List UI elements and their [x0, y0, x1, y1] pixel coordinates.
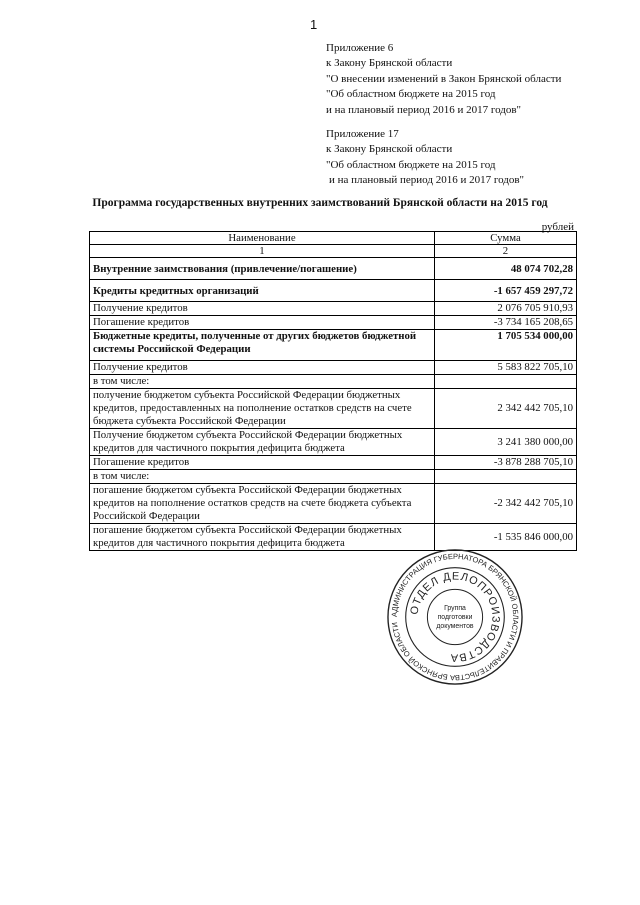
row-sum: 2 076 705 910,93 [435, 302, 577, 316]
stamp-outer-text: АДМИНИСТРАЦИЯ ГУБЕРНАТОРА БРЯНСКОЙ ОБЛАСТИ И ПРАВИТЕЛЬСТВА БРЯНСКОЙ ОБЛАСТИ [389, 551, 521, 683]
annex-17-line: Приложение 17 [326, 128, 399, 140]
table-row [90, 280, 577, 302]
table-row [90, 375, 577, 389]
table-header-num-row [90, 245, 577, 258]
row-sum: -1 657 459 297,72 [435, 280, 577, 302]
stamp-center-line: Группа [444, 605, 466, 613]
row-sum: 5 583 822 705,10 [435, 361, 577, 375]
row-sum: 1 705 534 000,00 [435, 330, 577, 361]
table-row [90, 389, 577, 429]
row-name: погашение бюджетом субъекта Российской Федерации бюджетных кредитов для частичного покрытия дефицита бюджета [90, 524, 435, 551]
header-sum: Сумма [435, 232, 577, 245]
row-sum: 48 074 702,28 [435, 258, 577, 280]
row-name: Бюджетные кредиты, полученные от других бюджетов бюджетной системы Российской Федерации [90, 330, 435, 361]
row-name: Погашение кредитов [90, 456, 435, 470]
row-sum: 3 241 380 000,00 [435, 429, 577, 456]
row-sum: -3 734 165 208,65 [435, 316, 577, 330]
row-name: получение бюджетом субъекта Российской Федерации бюджетных кредитов, предоставленных на пополнение остатков средств на счете бюджета субъекта Российской Федерации [90, 389, 435, 429]
header-num-2: 2 [435, 245, 577, 258]
row-name: Внутренние заимствования (привлечение/погашение) [90, 258, 435, 280]
page-number: 1 [310, 17, 318, 32]
annex-17-line: "Об областном бюджете на 2015 год [326, 158, 496, 171]
table-row [90, 470, 577, 484]
annex-6-line: "Об областном бюджете на 2015 год [326, 88, 496, 101]
row-name: Получение кредитов [90, 361, 435, 375]
row-sum: -3 878 288 705,10 [435, 456, 577, 470]
table-row [90, 361, 577, 375]
annex-17-caption [326, 127, 524, 189]
row-name: погашение бюджетом субъекта Российской Федерации бюджетных кредитов на пополнение остатков средств на счете бюджета субъекта Российской Федерации [90, 484, 435, 524]
office-stamp [386, 548, 524, 686]
annex-6-line: Приложение 6 [326, 42, 394, 54]
table-row [90, 302, 577, 316]
table-row [90, 258, 577, 280]
stamp-center-line: подготовки [437, 613, 473, 621]
row-name: в том числе: [90, 470, 435, 484]
header-name: Наименование [90, 232, 435, 245]
row-sum: 2 342 442 705,10 [435, 389, 577, 429]
row-sum [435, 375, 577, 389]
table-row [90, 456, 577, 470]
borrowings-table [89, 231, 577, 551]
row-sum: -1 535 846 000,00 [435, 524, 577, 551]
annex-6-caption [326, 41, 561, 118]
row-name: Получение бюджетом субъекта Российской Федерации бюджетных кредитов для частичного покрытия дефицита бюджета [90, 429, 435, 456]
table-row [90, 524, 577, 551]
stamp-middle-text: ОТДЕЛ ДЕЛОПРОИЗВОДСТВА [408, 570, 502, 664]
row-sum [435, 470, 577, 484]
currency-units: рублей [541, 221, 574, 233]
row-name: Получение кредитов [90, 302, 435, 316]
row-name: Погашение кредитов [90, 316, 435, 330]
table-row [90, 484, 577, 524]
row-name: Кредиты кредитных организаций [90, 280, 435, 302]
annex-17-line: к Закону Брянской области [326, 143, 453, 156]
row-sum: -2 342 442 705,10 [435, 484, 577, 524]
annex-17-line: и на плановый период 2016 и 2017 годов" [329, 174, 525, 187]
table-row [90, 316, 577, 330]
stamp-center-line: документов [436, 622, 474, 630]
row-name: в том числе: [90, 375, 435, 389]
table-row [90, 330, 577, 361]
header-num-1: 1 [90, 245, 435, 258]
table-header-row [90, 232, 577, 245]
annex-6-line: и на плановый период 2016 и 2017 годов" [326, 103, 522, 116]
document-title: Программа государственных внутренних заимствований Брянской области на 2015 год [92, 197, 548, 209]
annex-6-line: к Закону Брянской области [326, 57, 453, 70]
annex-6-line: "О внесении изменений в Закон Брянской области [326, 72, 562, 85]
table-row [90, 429, 577, 456]
